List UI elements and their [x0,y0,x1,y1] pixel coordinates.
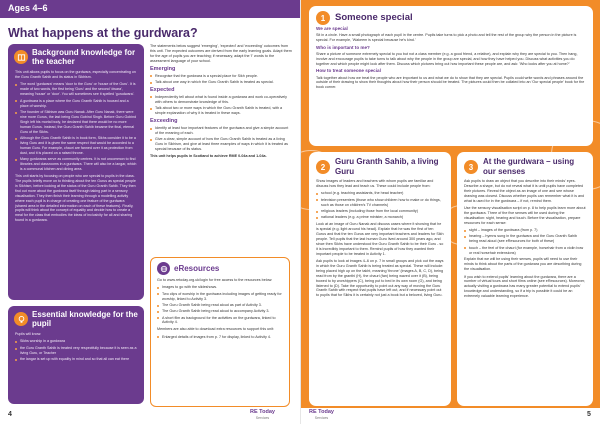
activity-card-1 [309,6,593,146]
activity-paragraph: Ask pupils to draw an object that you describe into their minds' eyes. Describe a shape, but do not reveal what it is until pupils have completed their pictures. Reveal the object as an image of one and see whose drawing was closest. Discuss whether pupils can remember what it is and what is used for in the gurdwara – if not, remind them. [464,179,585,203]
activity-paragraph: Explain that we will be using their senses, pupils will need to use their minds to think about the parts of the gurdwara you are describing during the visualisation. [464,257,582,272]
teacher-bullet: Many gurdwaras serve as community centres. It is not uncommon to find libraries and classrooms in a gurdwara. There will also be a langar, which is a communal kitchen and dining area. [15,157,137,172]
activity-bullet: national leaders (e.g. a prime minister, a monarch) [316,215,444,220]
teacher-box-outro: This unit starts by focusing on people who are special to pupils in the class. The pupils briefly move on to thinking about the ten Gurus as special people in Sikhism, before looking at the status of the Guru Granth Sahib. They then find out more about the gurdwara itself through taking part in a sensory visualisation. They then finish their learning through a modelling activity where each pupil is in charge of creating one feature of the gurdwara (shared area in the detailed information on each of these features). Finally, pupils will think about the concept of equality and decide how to create a meal for the class that embodies the ideas of inclusivity for all and sharing found in a gurdwara. [15,174,136,223]
globe-icon [157,262,170,275]
brand-sub: Services [255,415,270,420]
lightbulb-icon [14,312,28,326]
eresource-item: Images to go with the slideshows. [157,285,283,290]
activity-paragraph: Share a picture of someone extremely special to you but not a class member (e.g. a good friend, a relative), and explain why they are special to you. Then hang, involve and encourage pupils to take turns to talk about why the people in the group are special, and how they have helped you. Discuss what activities you do together and which people might look after them. Discuss which pictures bring out how important these people are, and ask: 'Who looks after you at home?' [316,52,578,66]
page-title: What happens at the gurdwara? [8,26,198,40]
activity-number: 2 [316,160,330,174]
activity-bullet: hearing – hymns sung in the gurdwara and the Guru Granth Sahib being read aloud (see eResources for both of these) [464,234,586,244]
teacher-bullet: The word 'gurdwara' means 'door to the Guru' or 'house of the Guru'. It is made of two words, the first being 'Guru' and the second 'dwara', meaning 'house' or 'door'. You will sometimes see it spelled 'gurudwara'. [15,82,137,97]
teacher-box-intro: This unit allows pupils to focus on the gurdwara, especially concentrating on the Guru Granth Sahib and its status in Sikhism. [15,70,136,79]
eresources-intro[interactable]: Go to www.retoday.org.uk/login for free access to the resources below: [157,278,273,282]
brand-name: RE Today [309,409,334,415]
age-band-label: Ages 4–6 [8,3,48,13]
activity-bullet: television presenters (those who show children how to make or do things, such as those on children's TV channels) [316,198,444,208]
age-band [0,0,300,18]
pupil-knowledge-box [8,306,144,404]
activity-paragraph: Show images of leaders and teachers with whom pupils are familiar and discuss how they lead and teach us. These could include people from: [316,179,434,188]
scotland-note: This unit helps pupils in Scotland to achieve RME 0-04a and 1-04a. [150,154,267,159]
page-number: 5 [587,411,591,418]
pupil-bullet: the langar is set up with equality in mind and so that all can eat there [15,357,137,362]
pupil-box-intro: Pupils will know: [15,332,42,336]
book-icon [14,50,28,64]
outcome-item: Identify at least four important features of the gurdwara and give a simple account of the meaning of each. [150,126,292,136]
activity-paragraph: Talk together about how we treat the people who are important to us and what we do to show that they are special. Pupils could write words and phrases around the outside of their drawing to show their thoughts about how their person should be treated. The pictures could then be collated into an 'Our special people' book for the book corner. [316,75,585,90]
activity-paragraph: Ask pupils to look at images 4–6 on p. 7 in small groups and pick out the ways in which the Guru Granth Sahib is being treated as special. These will include: being placed high up on the takht, meaning 'throne' (images A, B, C, D), being read from by the granthi (H), the chauri (fan) being waved over it (B), being bowed to by worshippers (C), being put to bed in its own room (G), and being listened to (D). Take the opportunity to point out any way of moving the Guru Granth Sahib with respect that pupils have left out, and if necessary point out to pupils that for Sikhs it is certainly not just a book but a beloved, living Guru. [316,258,444,298]
activity-title: Guru Granth Sahib, a living Guru [335,157,439,176]
teacher-bullet: A gurdwara is a place where the Guru Granth Sahib is housed and a place of worship. [15,99,137,109]
page-number: 4 [8,411,12,418]
brand-logo [309,410,334,421]
teacher-bullet: The founder of Sikhism was Guru Nanak. After Guru Nanak, there were nine more Gurus, the last being Guru Gobind Singh. Before Guru Gobind Singh left his mortal body, he declared that there would be no more human Gurus. Instead, the Guru Granth Sahib became the final, eternal Guru of the Sikhs. [15,110,137,135]
eresource-item: Two clips of worship in the gurdwara including images of getting ready for worship, linked to Activity 3. [157,292,283,302]
activity-paragraph: If you wish to extend pupils' learning about the gurdwara, there are a number of virtual tours and short films online (see eResources). Moreover, actually visiting a gurdwara has many greater potential to extend pupils' knowledge and understanding, so if a trip is possible it could be an extremely valuable learning experience. [464,274,586,299]
eresources-box [150,257,290,407]
activity-bullet: touch – the feel of the chauri (for example, horsehair from a violin bow or real horsehair extensions) [464,246,586,256]
brand-logo [250,410,275,421]
activity-title: At the gurdwara – using our senses [483,157,575,176]
right-page [300,0,600,424]
activity-paragraph: Use the sensory visualisation script on p. 8 to help pupils learn more about the gurdwara. Three of the five senses will be used during the visualisation: sight, hearing and touch. Before the visualisation, prepare resources for each sense: [464,205,586,225]
brand-sub: Services [314,415,329,420]
outcomes-intro: The statements below suggest 'emerging', 'expected' and 'exceeding' outcomes from this unit. The expected outcomes are derived from the early learning goals. Adapt them for the age of pupils you are teaching; if necessary, adapt the 'I' words to the assessment language of your school. [150,44,292,63]
eresource-item: The Guru Granth Sahib being read aloud as part of Activity 3. [157,303,283,308]
activity-subheading: We are special [316,26,348,31]
pupil-bullet: the Guru Granth Sahib is treated very respectfully because it is seen as a living Guru, or Teacher [15,346,137,356]
level-heading-expected: Expected [150,86,175,93]
activity-subheading: Who is important to me? [316,44,370,50]
right-footer [301,408,600,424]
eresource-item: A short film as background for the activities on the gurdwara, linked to Activity 4. [157,316,283,326]
brand-name: RE Today [250,409,275,415]
pupil-box-title: Essential knowledge for the pupil [32,310,138,328]
activity-card-2 [309,152,451,406]
eresource-item: The Guru Granth Sahib being read aloud to accompany Activity 3. [157,309,283,314]
outcome-item: Talk about two or more ways in which the Guru Granth Sahib is treated, with a simple explanation of why it is treated in these ways. [150,106,292,116]
level-heading-exceeding: Exceeding [150,118,178,125]
outcome-item: Independently tell about what is found inside a gurdwara and work co-operatively with others to demonstrate knowledge of this. [150,95,292,105]
left-footer [0,408,300,424]
teacher-knowledge-box [8,44,144,300]
activity-number: 3 [464,160,478,174]
eresources-outro: Members are also able to download extra resources to support this unit: [157,327,275,332]
teacher-box-title: Background knowledge for the teacher [32,48,136,66]
teacher-bullet: Although the Guru Granth Sahib is in book form, Sikhs consider it to be a living Guru and it is given the same respect that would be accorded to a human Guru. For example, chauri are fanned over it as protection from dust, and it is placed on a raised throne. [15,136,137,156]
eresource-member-item: Enlarged details of images from p. 7 for display, linked to Activity 4. [157,335,283,340]
activity-subheading: How to treat someone special [316,68,381,74]
outcome-item: Talk about one way in which the Guru Granth Sahib is treated as special. [150,80,292,85]
pupil-bullet: Sikhs worship in a gurdwara [15,339,137,344]
outcome-item: Give a clear, simple account of how the Guru Granth Sahib is treated as a living Guru in Sikhism, and give at least three examples of ways in which it is treated as special because of its status. [150,137,292,152]
outcomes-column [150,44,292,254]
activity-bullet: religious leaders (including those from the local community) [316,209,444,214]
eresources-title: eResources [174,264,220,273]
activity-paragraph: Look at an image of Guru Nanak and discuss cases where it showing that he is special (e.g. light around his head). Explain that he was the first of ten Gurus and that the ten Gurus are very important teachers and leaders for Sikh people. Tell pupils that the last human Guru lived around 300 years ago, and since then Sikhs have understood the Guru Granth Sahib to be their Guru - so it is incredibly important to them. Remind pupils of how they wanted their important people to be treated in Activity 1. [316,222,444,256]
activity-paragraph: Sit in a circle. Have a small photograph of each pupil in the centre. Pupils take turns to pick a photo and tell the rest of the group why the person in the picture is special. For example, 'Wakeem is special because he's kind.' [316,33,577,43]
activity-bullet: school (e.g. teaching assistants, the head teacher) [316,191,444,196]
activity-title: Someone special [335,12,413,23]
activity-number: 1 [316,11,330,25]
level-heading-emerging: Emerging [150,65,176,72]
activity-card-3 [457,152,593,406]
outcome-item: Recognise that the gurdwara is a special place for Sikh people. [150,74,292,79]
activity-bullet: sight – images of the gurdwara (from p. 7) [464,228,586,233]
